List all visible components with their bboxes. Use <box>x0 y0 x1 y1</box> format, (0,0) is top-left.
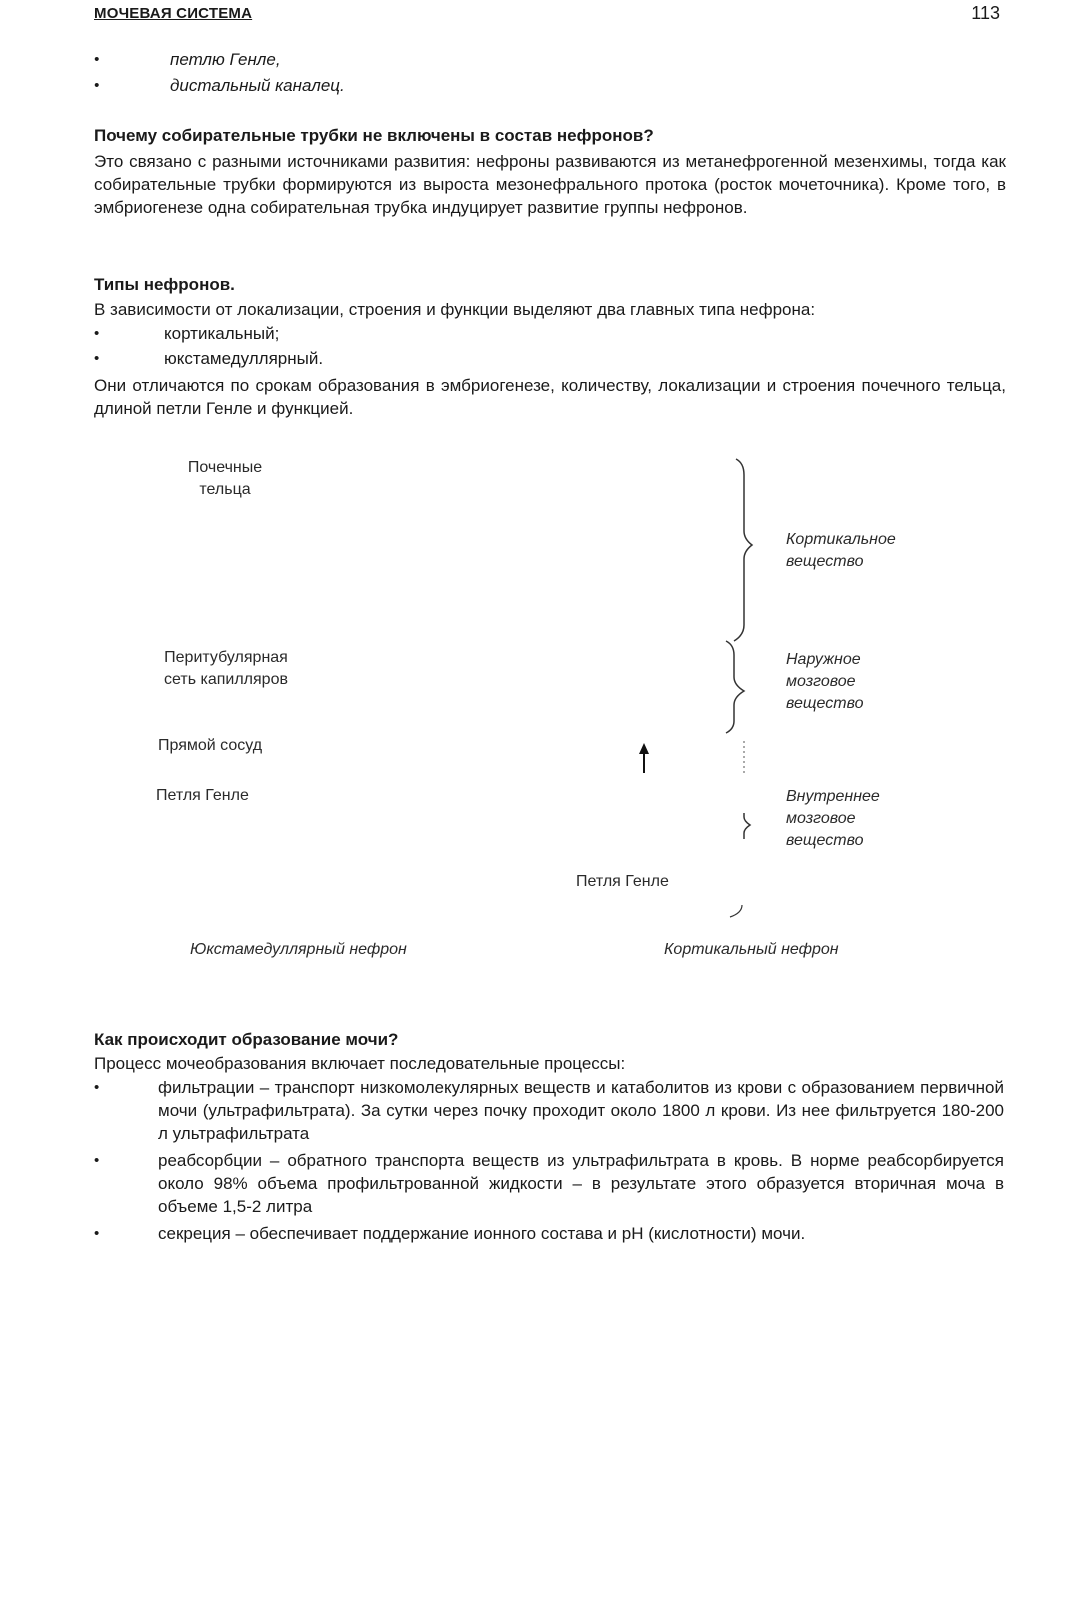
urine-processes-list <box>94 1076 1006 1249</box>
peritubular-capillaries-label: Перитубулярная сеть капилляров <box>164 649 288 688</box>
bullet-icon: • <box>94 77 100 94</box>
renal-corpuscles-label: Почечные тельца <box>187 459 263 498</box>
nephron-parts-list <box>94 48 1006 100</box>
figure-lines <box>0 455 1086 1005</box>
list-item: • реабсорбции – обратного транспорта веществ из ультрафильтрата в кровь. В норме реабсорбируется около 98% объема профильтрованной жидкости – в результате этого образуется вторичная моча в объеме 1,5-2 литра <box>94 1151 1004 1216</box>
outer-medulla-brace <box>726 641 744 733</box>
arrow-up-icon <box>639 743 649 754</box>
nephron-types-intro: В зависимости от локализации, строения и функции выделяют два главных типа нефрона: <box>94 300 816 319</box>
urine-formation-heading: Как происходит образование мочи? <box>94 1030 399 1049</box>
loop-of-henle-left-label: Петля Генле <box>156 787 249 804</box>
list-item: • петлю Генле, <box>94 50 281 69</box>
bullet-icon: • <box>94 51 100 68</box>
nephron-types-list <box>94 322 1006 372</box>
list-item: • дистальный каналец. <box>94 76 345 95</box>
bullet-icon: • <box>94 1225 100 1242</box>
nephron-figure <box>0 455 1086 1005</box>
bullet-icon: • <box>94 1079 100 1096</box>
list-item: • фильтрации – транспорт низкомолекулярных веществ и катаболитов из крови с образованием первичной мочи (ультрафильтрата). За сутки через почку проходит около 1800 л крови. Из нее фильтруется 180-200 л ультрафильтрата <box>94 1078 1004 1143</box>
list-item: • кортикальный; <box>94 324 280 343</box>
running-title: МОЧЕВАЯ СИСТЕМА <box>94 5 253 22</box>
inner-medulla-brace <box>744 813 750 839</box>
brace-tail <box>730 905 742 917</box>
loop-of-henle-right-label: Петля Генле <box>576 873 669 890</box>
cortical-nephron-caption: Кортикальный нефрон <box>664 941 839 958</box>
inner-medulla-label: Внутреннее мозговое вещество <box>786 788 880 849</box>
collecting-ducts-heading: Почему собирательные трубки не включены в состав нефронов? <box>94 126 654 145</box>
urine-formation-intro: Процесс мочеобразования включает последовательные процессы: <box>94 1054 626 1073</box>
outer-medulla-label: Наружное мозговое вещество <box>786 651 864 712</box>
juxtamedullary-nephron-caption: Юкстамедуллярный нефрон <box>190 941 407 958</box>
cortex-label: Кортикальное вещество <box>786 531 896 570</box>
bullet-icon: • <box>94 325 100 342</box>
bullet-icon: • <box>94 1152 100 1169</box>
nephron-types-heading: Типы нефронов. <box>94 275 235 294</box>
page-number: 113 <box>971 3 1000 23</box>
cortex-brace <box>734 459 752 641</box>
nephron-types-paragraph: Они отличаются по срокам образования в эмбриогенезе, количеству, локализации и строения почечного тельца, длиной петли Генле и функцией. <box>94 376 1006 418</box>
list-item: • секреция – обеспечивает поддержание ионного состава и pH (кислотности) мочи. <box>94 1224 806 1243</box>
collecting-ducts-paragraph: Это связано с разными источниками развития: нефроны развиваются из метанефрогенной мезенхимы, тогда как собирательные трубки формируются из выроста мезонефрального протока (росток мочеточника). Кроме того, в эмбриогенезе одна собирательная трубка индуцирует развитие группы нефронов. <box>94 152 1006 217</box>
list-item: • юкстамедуллярный. <box>94 349 324 368</box>
bullet-icon: • <box>94 350 100 367</box>
vasa-recta-label: Прямой сосуд <box>158 737 263 754</box>
